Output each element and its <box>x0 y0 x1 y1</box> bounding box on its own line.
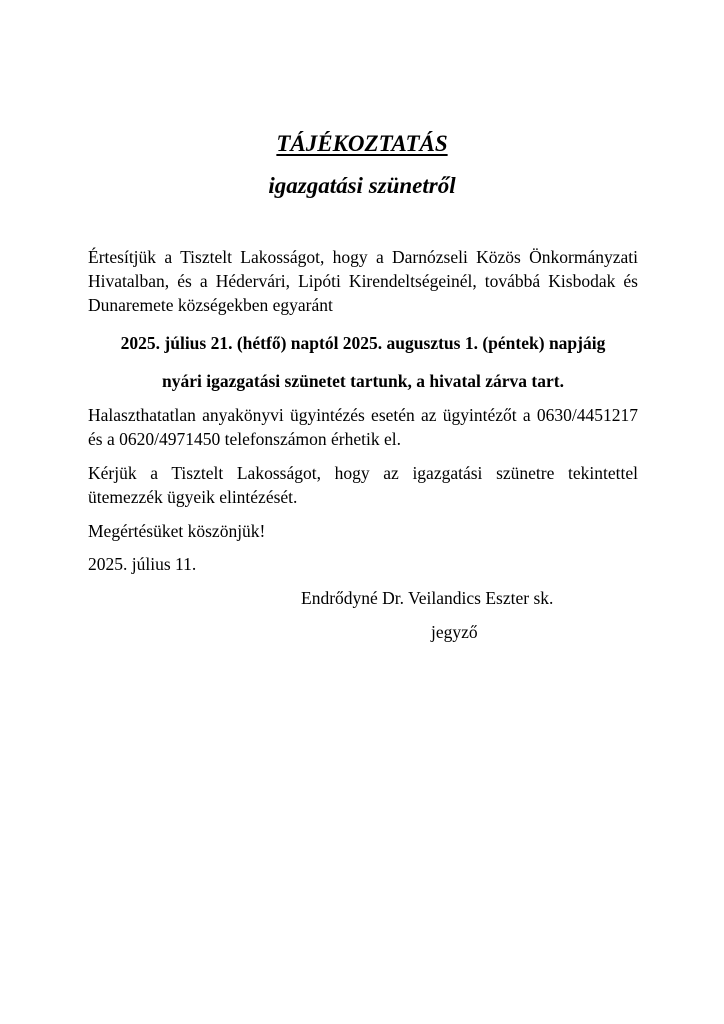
thanks-line: Megértésüket köszönjük! <box>88 521 266 541</box>
signatory-name: Endrődyné Dr. Veilandics Eszter sk. <box>301 588 554 608</box>
request-paragraph: Kérjük a Tisztelt Lakosságot, hogy az igazgatási szünetre tekintettel ütemezzék ügyeik elintézését. <box>88 463 638 507</box>
closure-notice: nyári igazgatási szünetet tartunk, a hivatal zárva tart. <box>162 371 564 391</box>
document-date: 2025. július 11. <box>88 554 197 574</box>
document-body <box>88 245 638 644</box>
signatory-title: jegyző <box>431 622 478 642</box>
intro-paragraph: Értesítjük a Tisztelt Lakosságot, hogy a Darnózseli Közös Önkormányzati Hivatalban, és a Hédervári, Lipóti Kirendeltségeinél, továbbá Kisbodak és Dunaremete községekben egyaránt <box>88 247 638 315</box>
urgent-contact-paragraph: Halaszthatatlan anyakönyvi ügyintézés esetén az ügyintézőt a 0630/4451217 és a 0620/4971450 telefonszámon érhetik el. <box>88 405 638 449</box>
document-title: TÁJÉKOZTATÁS <box>276 131 448 156</box>
closure-date-range: 2025. július 21. (hétfő) naptól 2025. augusztus 1. (péntek) napjáig <box>120 333 606 353</box>
header <box>0 130 724 200</box>
document-subtitle: igazgatási szünetről <box>268 173 456 198</box>
